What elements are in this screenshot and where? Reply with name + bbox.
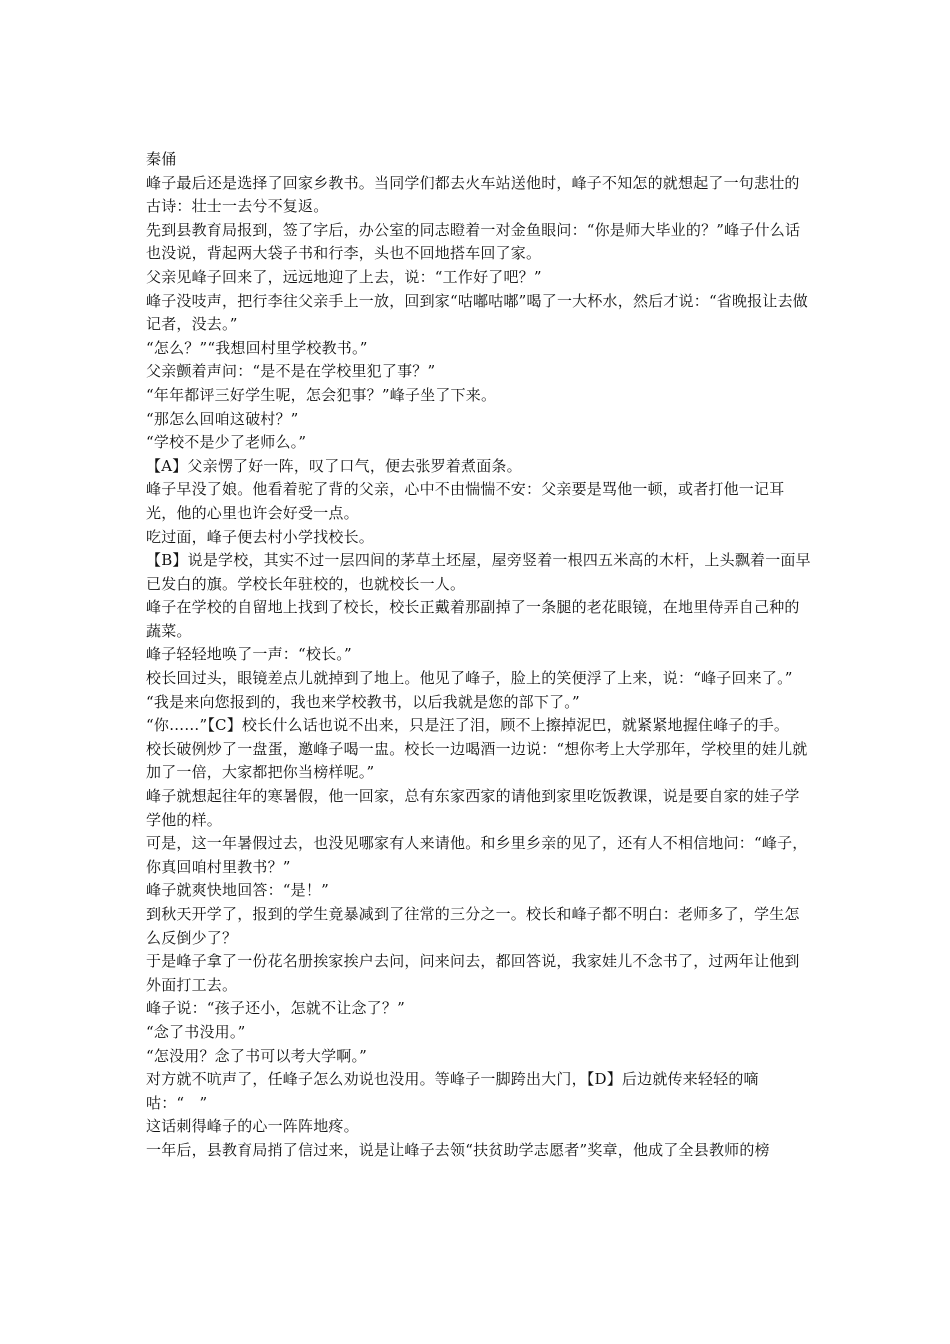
paragraph: “那怎么回咱这破村？” xyxy=(146,409,299,428)
paragraph: 先到县教育局报到，签了字后，办公室的同志瞪着一对金鱼眼问：“你是师大毕业的？”峰子什么话也没说，背起两大袋子书和行李，头也不回地搭车回了家。 xyxy=(146,220,801,263)
paragraph: 峰子就爽快地回答：“是！” xyxy=(146,881,329,900)
paragraph: 【A】父亲愣了好一阵，叹了口气，便去张罗着煮面条。 xyxy=(146,456,522,475)
paragraph: 可是，这一年暑假过去，也没见哪家有人来请他。和乡里乡亲的见了，还有人不相信地问：“峰子，你真回咱村里教书？” xyxy=(146,834,808,876)
paragraph: 对方就不吭声了，任峰子怎么劝说也没用。等峰子一脚跨出大门，【D】后边就传来轻轻的嘀咕：“ ” xyxy=(146,1070,759,1112)
paragraph: 峰子在学校的自留地上找到了校长，校长正戴着那副掉了一条腿的老花眼镜，在地里侍弄自己种的蔬菜。 xyxy=(146,598,800,640)
paragraph: 峰子轻轻地唤了一声：“校长。” xyxy=(146,645,352,664)
paragraph: “你……”【C】校长什么话也说不出来，只是汪了泪，顾不上擦掉泥巴，就紧紧地握住峰子的手。 xyxy=(146,716,790,735)
paragraph: 这话刺得峰子的心一阵阵地疼。 xyxy=(146,1117,359,1136)
paragraph: 到秋天开学了，报到的学生竟暴减到了往常的三分之一。校长和峰子都不明白：老师多了，学生怎么反倒少了？ xyxy=(146,905,800,947)
paragraph: 校长回过头，眼镜差点儿就掉到了地上。他见了峰子，脸上的笑便浮了上来，说：“峰子回来了。” xyxy=(146,669,793,688)
paragraph: 一年后，县教育局捎了信过来，说是让峰子去领“扶贫助学志愿者”奖章，他成了全县教师的榜 xyxy=(146,1140,770,1159)
paragraph: 峰子说：“孩子还小，怎就不让念了？” xyxy=(146,999,405,1018)
paragraph: 吃过面，峰子便去村小学找校长。 xyxy=(146,527,375,546)
paragraph: 父亲见峰子回来了，远远地迎了上去，说：“工作好了吧？” xyxy=(146,267,542,286)
paragraph: 校长破例炒了一盘蛋，邀峰子喝一盅。校长一边喝酒一边说：“想你考上大学那年，学校里的娃儿就加了一倍，大家都把你当榜样呢。” xyxy=(146,739,808,782)
paragraph: “怎没用？念了书可以考大学啊。” xyxy=(146,1046,368,1065)
paragraph: 父亲颤着声问：“是不是在学校里犯了事？” xyxy=(146,362,436,381)
paragraph: 峰子早没了娘。他看着驼了背的父亲，心中不由惴惴不安：父亲要是骂他一顿，或者打他一记耳光，他的心里也许会好受一点。 xyxy=(146,480,785,522)
paragraph: “怎么？”“我想回村里学校教书。” xyxy=(146,338,368,357)
article-body xyxy=(146,148,811,1163)
paragraph: “我是来向您报到的，我也来学校教书，以后我就是您的部下了。” xyxy=(146,692,580,711)
paragraph: 峰子最后还是选择了回家乡教书。当同学们都去火车站送他时，峰子不知怎的就想起了一句悲壮的古诗：壮士一去兮不复返。 xyxy=(146,173,800,216)
paragraph: 峰子没吱声，把行李往父亲手上一放，回到家“咕嘟咕嘟”喝了一大杯水，然后才说：“省晚报让去做记者，没去。” xyxy=(146,291,809,334)
author-line: 秦俑 xyxy=(146,150,177,168)
paragraph: 峰子就想起往年的寒暑假，他一回家，总有东家西家的请他到家里吃饭教课，说是要自家的娃子学学他的样。 xyxy=(146,787,800,829)
paragraph: “年年都评三好学生呢，怎会犯事？”峰子坐了下来。 xyxy=(146,385,497,404)
paragraph: “念了书没用。” xyxy=(146,1022,246,1041)
paragraph: 于是峰子拿了一份花名册挨家挨户去问，问来问去，都回答说，我家娃儿不念书了，过两年让他到外面打工去。 xyxy=(146,952,800,994)
paragraph: 【B】说是学校，其实不过一层四间的茅草土坯屋，屋旁竖着一根四五米高的木杆，上头飘着一面早已发白的旗。学校长年驻校的，也就校长一人。 xyxy=(146,551,811,593)
paragraph: “学校不是少了老师么。” xyxy=(146,433,307,452)
